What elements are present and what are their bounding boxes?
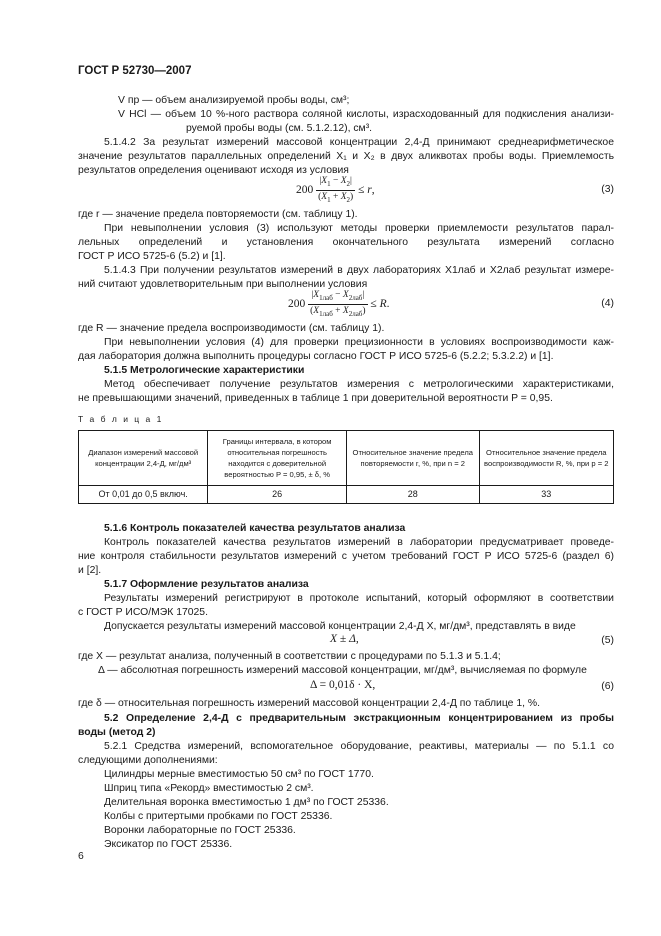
page-header: ГОСТ Р 52730—2007 <box>78 65 192 77</box>
equation-4-formula: 200 $\frac{|X_{1лаб} - X_{2лаб}|}{(X_{1лаб} + X_{2лаб})}$ ≤ R. <box>288 290 390 318</box>
r-definition: где r — значение предела повторяемости (см. таблицу 1). <box>78 209 358 220</box>
table-header-cell: Относительное значение предела воспроизводимости R, %, при p = 2 <box>479 431 613 486</box>
table-1 <box>78 430 614 504</box>
list-item: Делительная воронка вместимостью 1 дм³ по ГОСТ 25336. <box>104 797 389 808</box>
equation-6 <box>78 678 614 696</box>
equation-5-formula: X ± Δ, <box>330 633 359 645</box>
table-cell: 26 <box>208 486 347 504</box>
table-header-cell: Относительное значение предела повторяемости r, %, при n = 2 <box>346 431 479 486</box>
heading-516: 5.1.6 Контроль показателей качества результатов анализа <box>104 523 406 534</box>
para-521-line2: следующими дополнениями: <box>78 755 218 766</box>
delta-rel-definition: где δ — относительная погрешность измерений массовой концентрации 2,4-Д по таблице 1, %. <box>78 698 540 709</box>
heading-52-line1: 5.2 Определение 2,4-Д с предварительным экстракционным концентрированием из пробы <box>104 713 614 724</box>
list-item: Колбы с притертыми пробками по ГОСТ 25336. <box>104 811 333 822</box>
equation-3 <box>78 175 614 205</box>
table-cell: 33 <box>479 486 613 504</box>
table-header-cell: Границы интервала, в котором относительная погрешность находится с доверительной вероятностью P = 0,95, ± δ, % <box>208 431 347 486</box>
table-header-row <box>79 431 614 486</box>
equation-4 <box>78 289 614 319</box>
equation-4-number: (4) <box>601 298 614 309</box>
para-515-line1: Метод обеспечивает получение результатов измерения с метрологическими характеристиками, <box>104 379 614 390</box>
vhcl-definition-line2: руемой пробы воды (см. 5.1.2.12), см³. <box>186 123 373 134</box>
para-517-line2: с ГОСТ Р ИСО/МЭК 17025. <box>78 607 208 618</box>
heading-515: 5.1.5 Метрологические характеристики <box>104 365 305 376</box>
equation-5-number: (5) <box>601 635 614 646</box>
para-516-line2: ние контроля стабильности результатов измерений с учетом требований ГОСТ Р ИСО 5725-6 (раздел 6) <box>78 551 614 562</box>
para-517-line3: Допускается результаты измерений массовой концентрации 2,4-Д X, мг/дм³, представлять в виде <box>104 621 576 632</box>
list-item: Воронки лабораторные по ГОСТ 25336. <box>104 825 296 836</box>
para-521-line1: 5.2.1 Средства измерений, вспомогательное оборудование, реактивы, материалы — по 5.1.1 со <box>104 741 614 752</box>
equation-3-formula: 200 $\frac{|X_1 - X_2|}{(X_1 + X_2)}$ ≤ r, <box>296 176 375 204</box>
table-cell: 28 <box>346 486 479 504</box>
table-label: Т а б л и ц а 1 <box>78 414 164 424</box>
equation-6-number: (6) <box>601 681 614 692</box>
equation-3-number: (3) <box>601 184 614 195</box>
equation-6-formula: Δ = 0,01δ · X, <box>310 679 376 691</box>
table-cell: От 0,01 до 0,5 включ. <box>79 486 208 504</box>
para-517-line1: Результаты измерений регистрируют в протоколе испытаний, который оформляют в соответствии <box>104 593 614 604</box>
heading-52-line2: воды (метод 2) <box>78 727 156 738</box>
para-5143-line1: 5.1.4.3 При получении результатов измерений в двух лабораториях X1лаб и X2лаб результат измере- <box>104 265 614 276</box>
para-5142-line1: 5.1.4.2 За результат измерений массовой концентрации 2,4-Д принимают среднеарифметическое <box>104 137 614 148</box>
x-definition: где X — результат анализа, полученный в соответствии с процедурами по 5.1.3 и 5.1.4; <box>78 651 501 662</box>
para-fail4-line1: При невыполнении условия (4) для проверки прецизионности в условиях воспроизводимости каж- <box>104 337 614 348</box>
para-515-line2: не превышающими значений, приведенных в таблице 1 при доверительной вероятности P = 0,95. <box>78 393 553 404</box>
vpr-definition: V пр — объем анализируемой пробы воды, см³; <box>118 95 350 106</box>
page-number: 6 <box>78 851 84 862</box>
table-row <box>79 486 614 504</box>
list-item: Шприц типа «Рекорд» вместимостью 2 см³. <box>104 783 314 794</box>
table-header-cell: Диапазон измерений массовой концентрации 2,4-Д, мг/дм³ <box>79 431 208 486</box>
para-5143-line2: ний считают удовлетворительным при выполнении условия <box>78 279 368 290</box>
para-5142-line2: значение результатов параллельных определений X₁ и X₂ в двух аликвотах пробы воды. Приемлемость <box>78 151 614 162</box>
para-fail3-line1: При невыполнении условия (3) используют методы проверки приемлемости результатов парал- <box>104 223 614 234</box>
vhcl-definition-line1: V HCl — объем 10 %-ного раствора соляной кислоты, израсходованный для подкисления анализи- <box>118 109 614 120</box>
para-516-line3: и [2]. <box>78 565 102 576</box>
para-fail3-line3: ГОСТ Р ИСО 5725-6 (5.2) и [1]. <box>78 251 226 262</box>
para-fail4-line2: дая лаборатория должна выполнить процедуры согласно ГОСТ Р ИСО 5725-6 (5.2.2; 5.3.2.2) и [1]. <box>78 351 554 362</box>
equation-5 <box>78 632 614 650</box>
list-item: Эксикатор по ГОСТ 25336. <box>104 839 233 850</box>
heading-517: 5.1.7 Оформление результатов анализа <box>104 579 309 590</box>
para-5142-line3: результатов определения оценивают исходя из условия <box>78 165 349 176</box>
para-516-line1: Контроль показателей качества результатов измерений в лаборатории предусматривает проведе- <box>104 537 614 548</box>
R-definition: где R — значение предела воспроизводимости (см. таблицу 1). <box>78 323 385 334</box>
delta-definition: Δ — абсолютная погрешность измерений массовой концентрации, мг/дм³, вычисляемая по формуле <box>98 665 587 676</box>
para-fail3-line2: лельных определений и установления окончательного результата измерений согласно <box>78 237 614 248</box>
list-item: Цилиндры мерные вместимостью 50 см³ по ГОСТ 1770. <box>104 769 374 780</box>
